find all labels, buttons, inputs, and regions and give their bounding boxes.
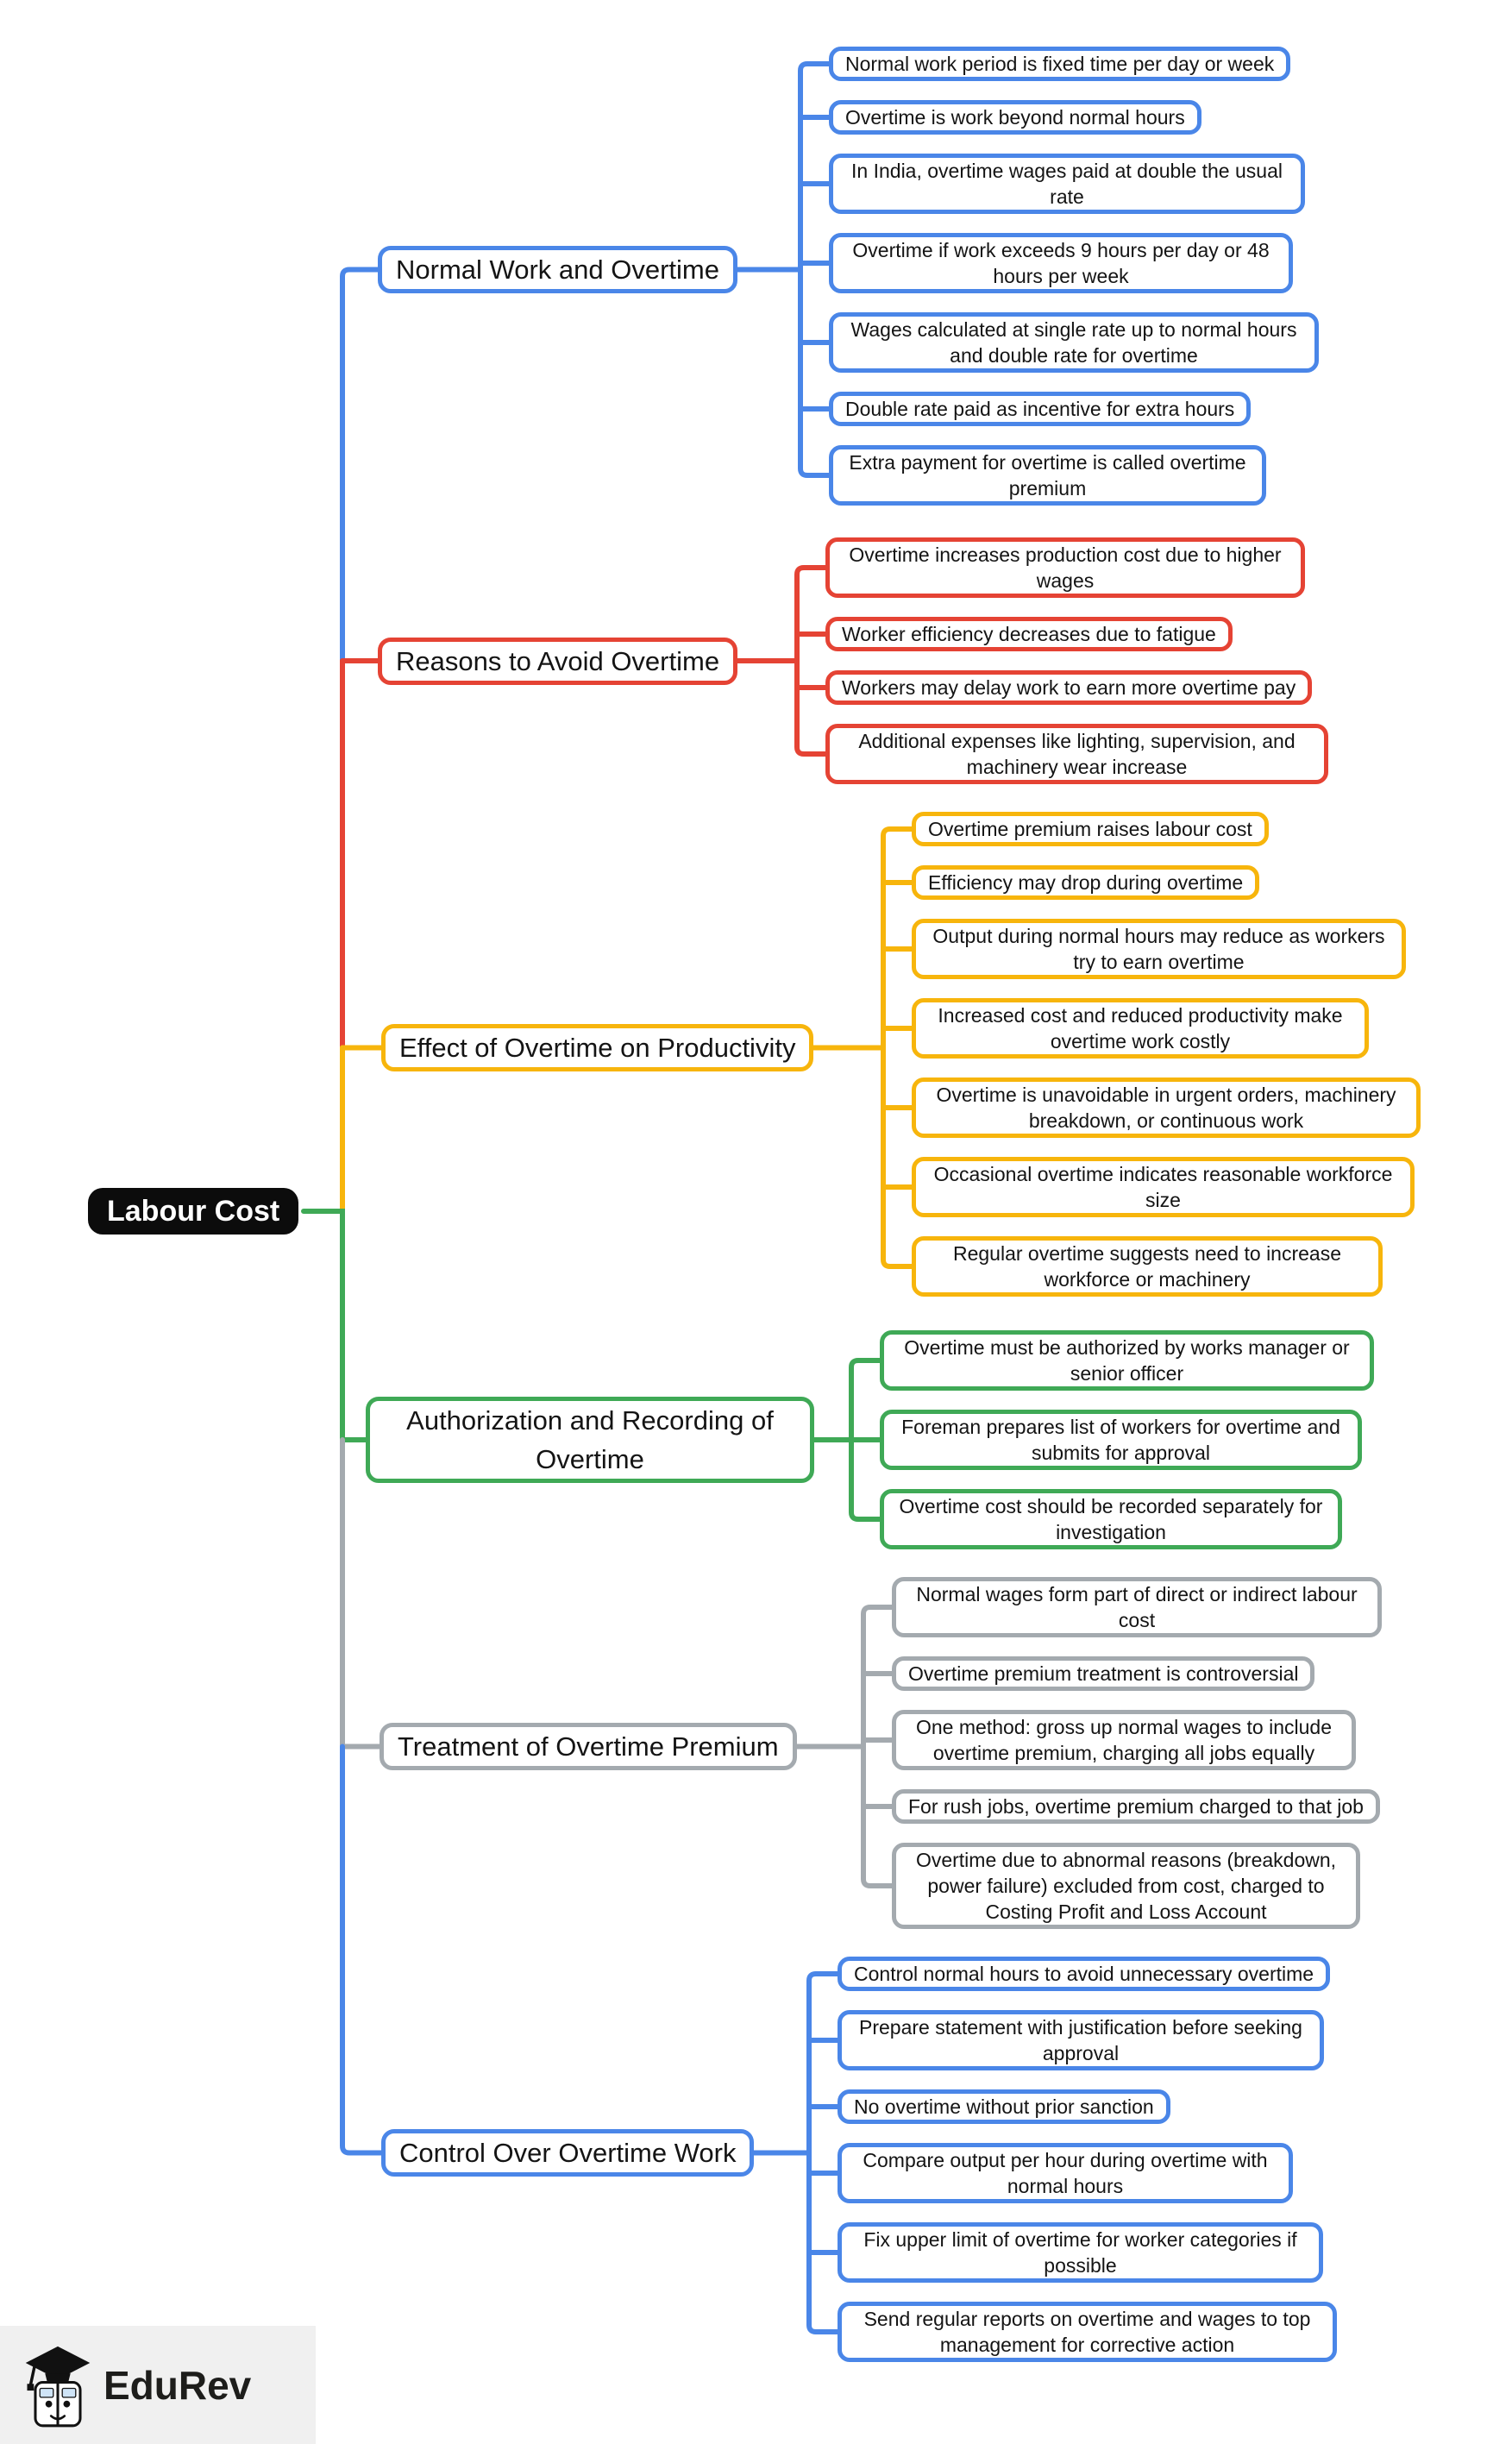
leaf-node: Fix upper limit of overtime for worker categories if possible bbox=[838, 2222, 1323, 2283]
leaf-node: Overtime premium treatment is controversial bbox=[892, 1656, 1314, 1691]
leaf-node: Regular overtime suggests need to increase workforce or machinery bbox=[912, 1236, 1383, 1297]
leaf-node: Prepare statement with justification before seeking approval bbox=[838, 2010, 1324, 2070]
leaf-node: Control normal hours to avoid unnecessary overtime bbox=[838, 1957, 1330, 1991]
leaf-node: Output during normal hours may reduce as workers try to earn overtime bbox=[912, 919, 1406, 979]
branch-leaves-group bbox=[829, 47, 1319, 506]
connector bbox=[863, 1607, 892, 1886]
connector bbox=[883, 829, 912, 1266]
leaf-node: No overtime without prior sanction bbox=[838, 2089, 1170, 2124]
leaf-node: Foreman prepares list of workers for overtime and submits for approval bbox=[880, 1410, 1362, 1470]
leaf-node: Increased cost and reduced productivity make overtime work costly bbox=[912, 998, 1369, 1059]
leaf-node: Normal wages form part of direct or indirect labour cost bbox=[892, 1577, 1382, 1637]
connector bbox=[342, 1747, 381, 2153]
leaf-node: Worker efficiency decreases due to fatigue bbox=[825, 617, 1233, 651]
leaf-node: Wages calculated at single rate up to normal hours and double rate for overtime bbox=[829, 312, 1319, 373]
leaf-node: Overtime if work exceeds 9 hours per day or 48 hours per week bbox=[829, 233, 1293, 293]
leaf-node: Compare output per hour during overtime with normal hours bbox=[838, 2143, 1293, 2203]
edurev-logo[interactable] bbox=[0, 2326, 316, 2444]
branch-leaves-group bbox=[892, 1577, 1382, 1929]
leaf-node: Occasional overtime indicates reasonable workforce size bbox=[912, 1157, 1415, 1217]
leaf-node: Normal work period is fixed time per day or week bbox=[829, 47, 1290, 81]
connector bbox=[809, 1974, 838, 2332]
edurev-brand-text: EduRev bbox=[104, 2362, 252, 2408]
leaf-node: Overtime premium raises labour cost bbox=[912, 812, 1269, 846]
branch-leaves-group bbox=[912, 812, 1421, 1297]
branch-leaves-group bbox=[825, 537, 1328, 784]
branch-leaves-group bbox=[880, 1330, 1374, 1549]
leaf-node: Overtime cost should be recorded separately for investigation bbox=[880, 1489, 1342, 1549]
leaf-node: For rush jobs, overtime premium charged to that job bbox=[892, 1789, 1380, 1824]
connector bbox=[797, 568, 825, 754]
leaf-node: Extra payment for overtime is called overtime premium bbox=[829, 445, 1266, 506]
leaf-node: One method: gross up normal wages to include overtime premium, charging all jobs equally bbox=[892, 1710, 1356, 1770]
connector bbox=[800, 64, 829, 475]
leaf-node: Send regular reports on overtime and wages to top management for corrective action bbox=[838, 2302, 1337, 2362]
leaf-node: Overtime is work beyond normal hours bbox=[829, 100, 1201, 135]
branch-node: Authorization and Recording of Overtime bbox=[366, 1397, 814, 1483]
branch-leaves-group bbox=[838, 1957, 1337, 2362]
branch-node: Normal Work and Overtime bbox=[378, 246, 737, 293]
branch-node: Control Over Overtime Work bbox=[381, 2129, 754, 2177]
leaf-node: Double rate paid as incentive for extra hours bbox=[829, 392, 1251, 426]
connector bbox=[304, 1211, 342, 1440]
branch-node: Reasons to Avoid Overtime bbox=[378, 638, 737, 685]
graduation-cap-book-icon bbox=[24, 2340, 91, 2430]
branch-node: Treatment of Overtime Premium bbox=[380, 1723, 797, 1770]
leaf-node: Overtime due to abnormal reasons (breakdown, power failure) excluded from cost, charged to Costing Profit and Loss Account bbox=[892, 1843, 1360, 1929]
leaf-node: In India, overtime wages paid at double the usual rate bbox=[829, 154, 1305, 214]
leaf-node: Workers may delay work to earn more overtime pay bbox=[825, 670, 1312, 705]
leaf-node: Overtime is unavoidable in urgent orders, machinery breakdown, or continuous work bbox=[912, 1077, 1421, 1138]
branch-node: Effect of Overtime on Productivity bbox=[381, 1024, 813, 1071]
leaf-node: Overtime must be authorized by works manager or senior officer bbox=[880, 1330, 1374, 1391]
connector bbox=[342, 270, 378, 662]
root-node: Labour Cost bbox=[88, 1188, 298, 1235]
leaf-node: Efficiency may drop during overtime bbox=[912, 865, 1259, 900]
leaf-node: Additional expenses like lighting, supervision, and machinery wear increase bbox=[825, 724, 1328, 784]
leaf-node: Overtime increases production cost due to higher wages bbox=[825, 537, 1305, 598]
